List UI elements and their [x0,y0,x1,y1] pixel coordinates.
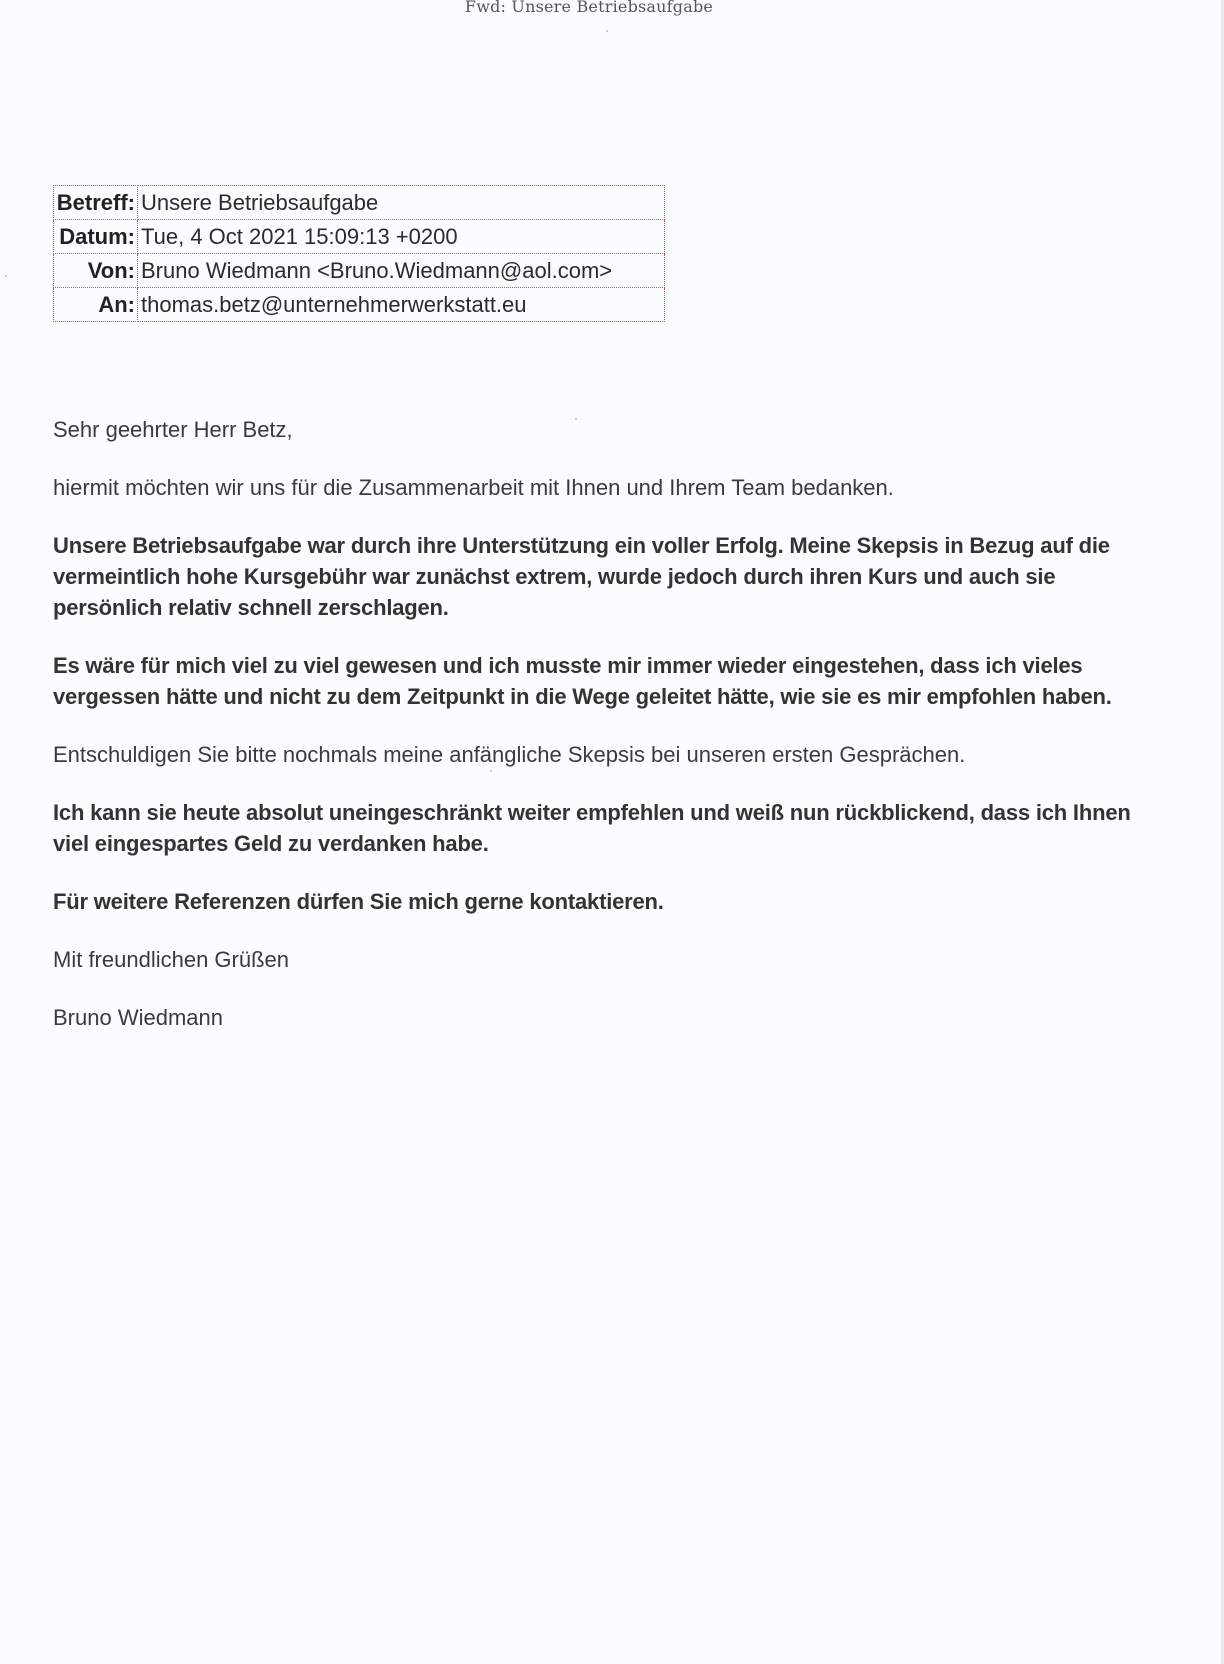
letter-paragraph: hiermit möchten wir uns für die Zusammenarbeit mit Ihnen und Ihrem Team bedanken. [53,475,894,500]
scan-speck [606,30,608,32]
letter-closing: Mit freundlichen Grüßen [53,947,289,972]
subject-label: Betreff: [54,186,138,220]
header-row-to [54,288,665,322]
email-header-table [53,185,665,322]
from-label: Von: [54,254,138,288]
scan-speck [5,275,7,277]
subject-value: Unsere Betriebsaufgabe [138,186,665,220]
print-header-title: Fwd: Unsere Betriebsaufgabe [464,0,714,16]
letter-greeting: Sehr geehrter Herr Betz, [53,417,293,442]
date-label: Datum: [54,220,138,254]
letter-paragraph: Für weitere Referenzen dürfen Sie mich gerne kontaktieren. [53,889,664,914]
header-row-date [54,220,665,254]
header-row-subject [54,186,665,220]
letter-paragraph: Ich kann sie heute absolut uneingeschränkt weiter empfehlen und weiß nun rückblickend, dass ich Ihnen viel eingespartes Geld zu verdanken habe. [53,800,1131,856]
to-value: thomas.betz@unternehmerwerkstatt.eu [138,288,665,322]
letter-body [53,414,1133,1060]
header-row-from [54,254,665,288]
letter-paragraph: Es wäre für mich viel zu viel gewesen und ich musste mir immer wieder eingestehen, dass ich vieles vergessen hätte und nicht zu dem Zeitpunkt in die Wege geleitet hätte, wie sie es mir empfohlen haben. [53,653,1112,709]
to-label: An: [54,288,138,322]
letter-paragraph: Entschuldigen Sie bitte nochmals meine anfängliche Skepsis bei unseren ersten Gesprächen. [53,742,966,767]
date-value: Tue, 4 Oct 2021 15:09:13 +0200 [138,220,665,254]
letter-signature: Bruno Wiedmann [53,1005,223,1030]
from-value: Bruno Wiedmann <Bruno.Wiedmann@aol.com> [138,254,665,288]
letter-paragraph: Unsere Betriebsaufgabe war durch ihre Unterstützung ein voller Erfolg. Meine Skepsis in Bezug auf die vermeintlich hohe Kursgebühr war zunächst extrem, wurde jedoch durch ihren Kurs und auch sie persönlich relativ schnell zerschlagen. [53,533,1110,620]
